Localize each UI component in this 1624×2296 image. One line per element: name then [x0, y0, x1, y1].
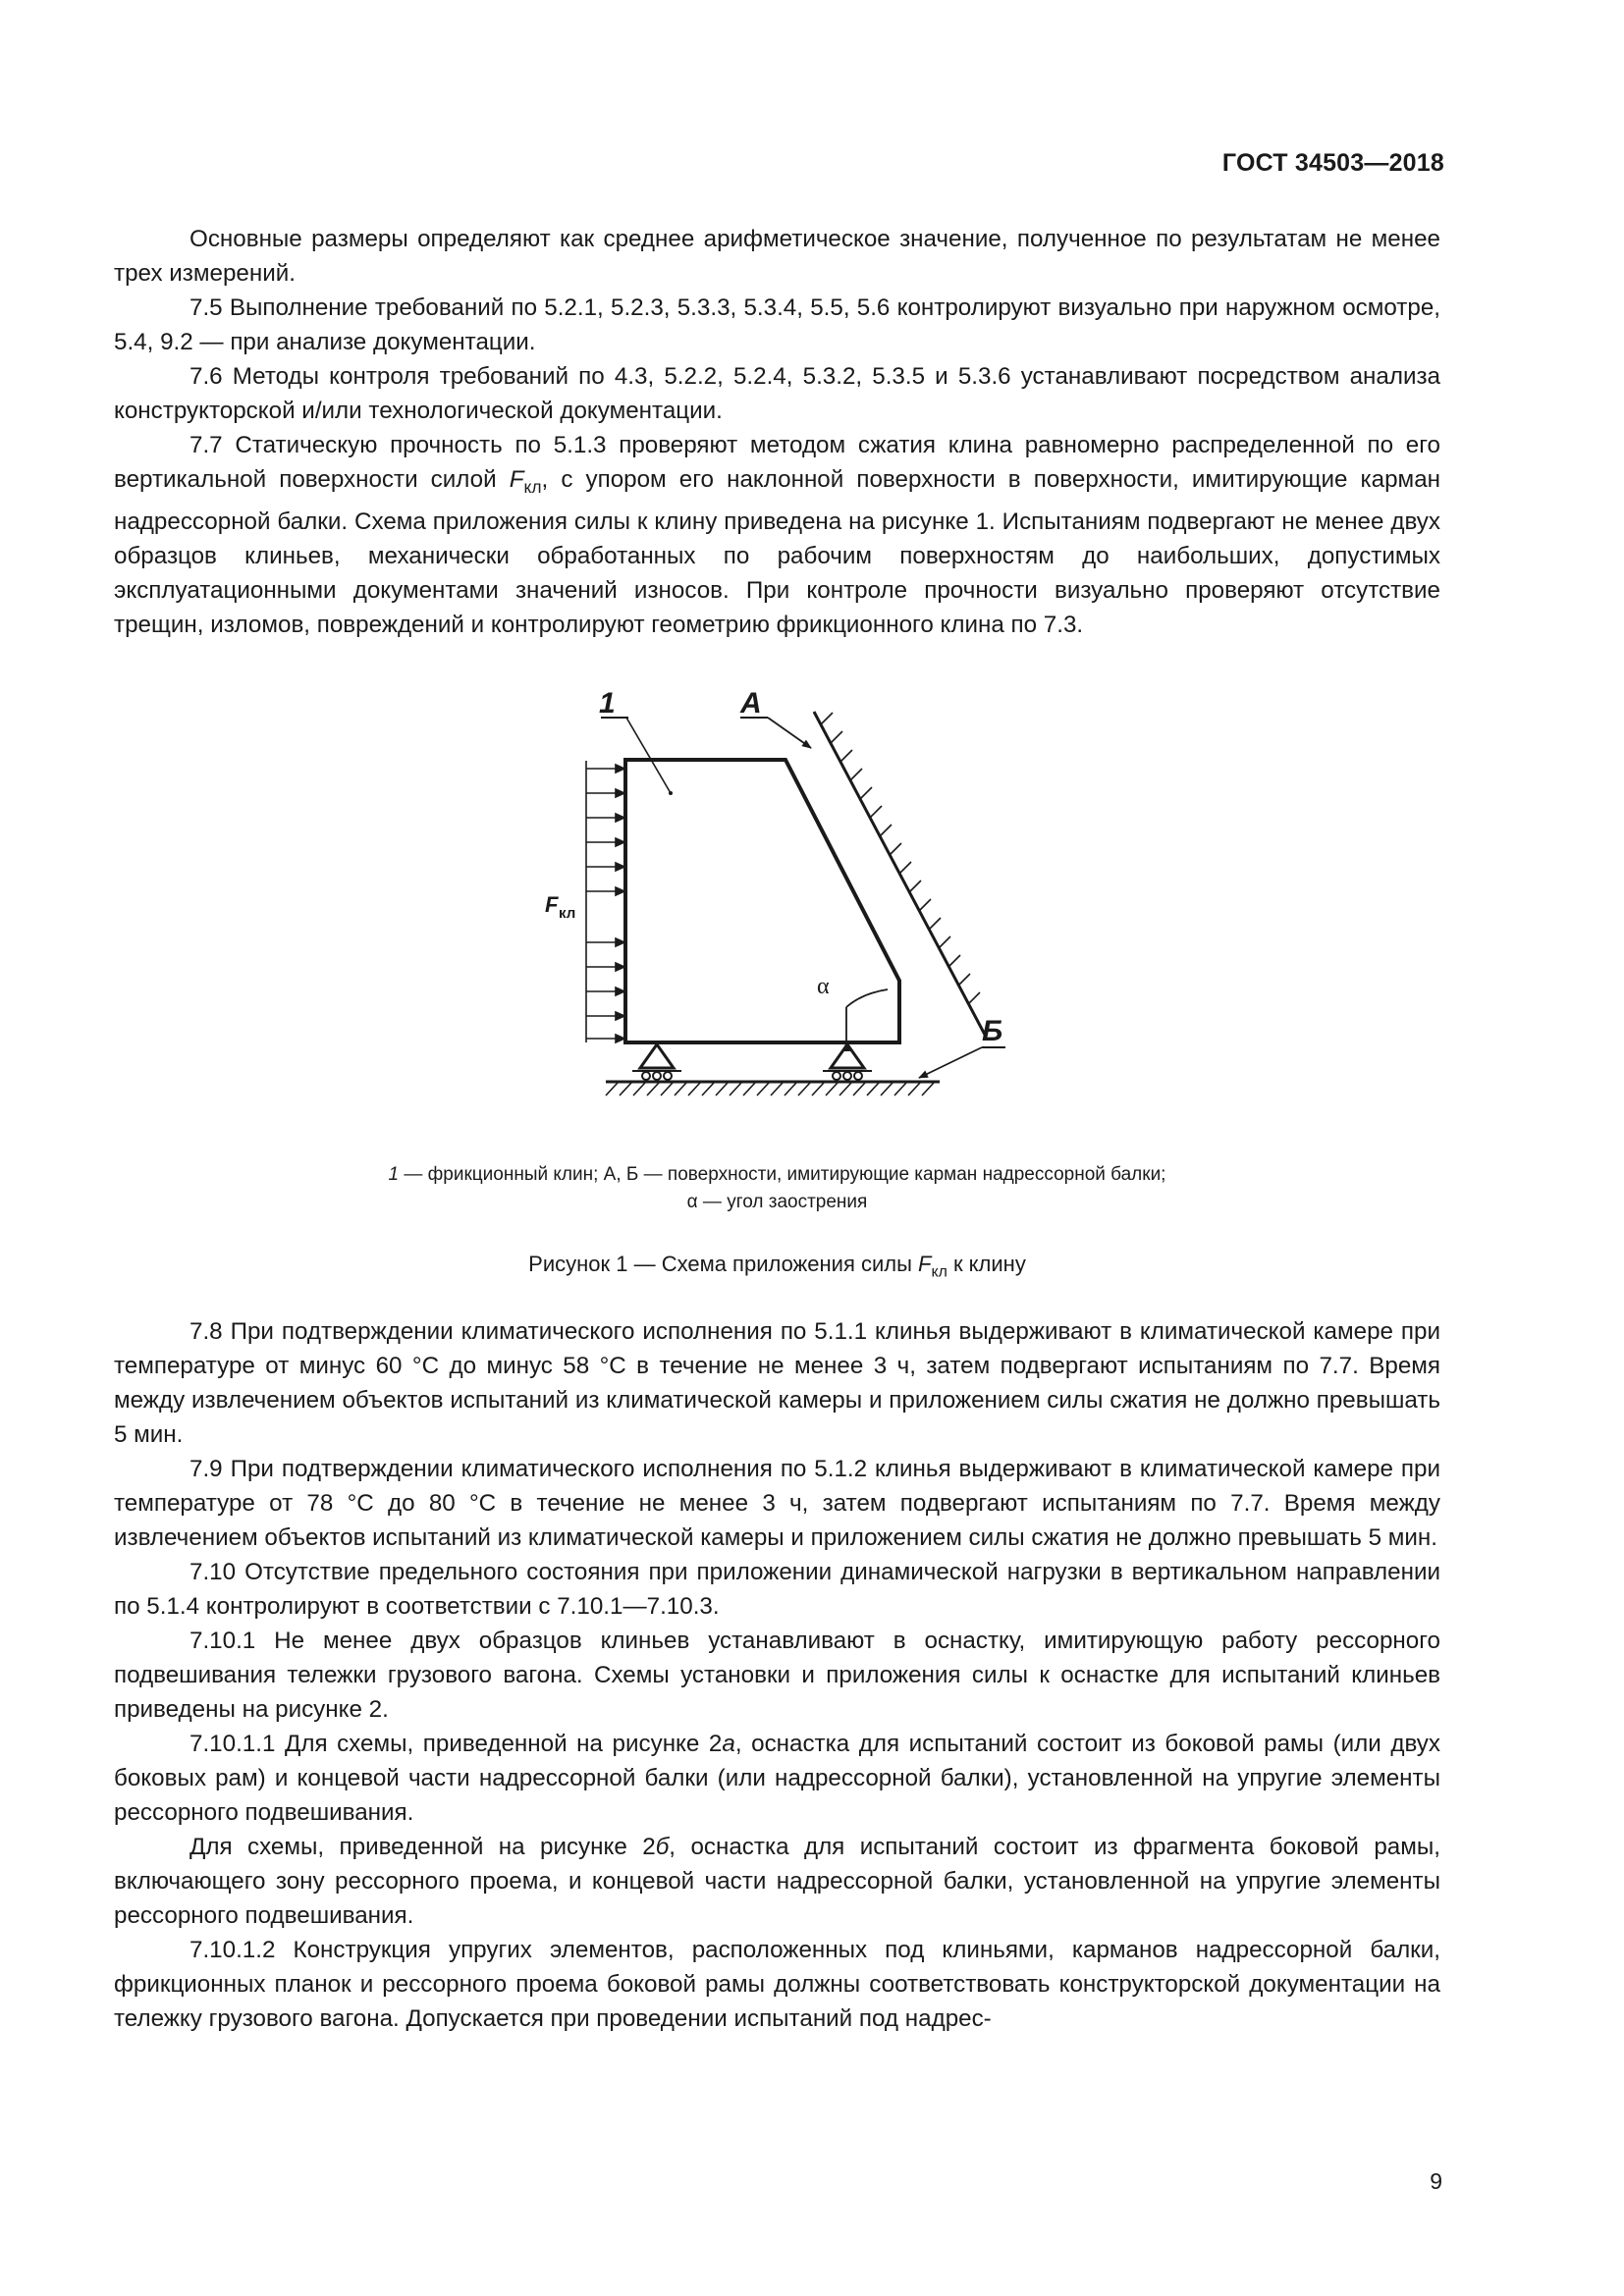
paragraph-scheme-2b: Для схемы, приведенной на рисунке 2б, оснастка для испытаний состоит из фрагмента боковой рамы, включающего зону рессорного проема, и концевой части надрессорной балки, установленной на упругие элементы рессорного подвешивания.: [114, 1834, 1440, 1929]
paragraph-7-10-1-1: 7.10.1.1 Для схемы, приведенной на рисунке 2а, оснастка для испытаний состоит из боковой рамы (или двух боковых рам) и концевой части надрессорной балки (или надрессорной балки), установленной на упругие элементы рессорного подвешивания.: [114, 1731, 1440, 1826]
document-header: ГОСТ 34503—2018: [1221, 149, 1444, 177]
text-block-top: [114, 222, 1440, 642]
surface-label-b: Б: [982, 1015, 1003, 1047]
paragraph-7-10: 7.10 Отсутствие предельного состояния при приложении динамической нагрузки в вертикальном направлении по 5.1.4 контролируют в соответствии с 7.10.1—7.10.3.: [114, 1559, 1440, 1620]
force-arrows: [586, 765, 624, 1042]
part-label-1: 1: [599, 687, 616, 720]
right-support: [823, 1044, 872, 1080]
angle-alpha-label: α: [817, 974, 830, 999]
force-label-subscript: кл: [559, 905, 576, 922]
surface-label-a: А: [740, 687, 762, 720]
leader-arrow-a: [768, 718, 811, 748]
legend-line-2: α — угол заострения: [686, 1192, 868, 1212]
left-support: [632, 1044, 681, 1080]
paragraph-7-8: 7.8 При подтверждении климатического исполнения по 5.1.1 клинья выдерживают в климатической камере при температуре от минус 60 °С до минус 58 °С в течение не менее 3 ч, затем подвергают испытаниям по 7.7. Время между извлечением объектов испытаний из климатической камеры и приложением силы сжатия не должно превышать 5 мин.: [114, 1318, 1440, 1448]
paragraph-main-dimensions: Основные размеры определяют как среднее арифметическое значение, полученное по результатам не менее трех измерений.: [114, 226, 1440, 287]
page-number: 9: [1430, 2168, 1442, 2194]
force-symbol: F: [509, 466, 524, 493]
wedge-body: [625, 760, 899, 1042]
leader-line-1: [626, 718, 671, 793]
angle-arc: [846, 989, 888, 1007]
paragraph-7-5: 7.5 Выполнение требований по 5.2.1, 5.2.3, 5.3.3, 5.3.4, 5.5, 5.6 контролируют визуально при наружном осмотре, 5.4, 9.2 — при анализе документации.: [114, 294, 1440, 355]
paragraph-7-10-1: 7.10.1 Не менее двух образцов клиньев устанавливают в оснастку, имитирующую работу рессорного подвешивания тележки грузового вагона. Схемы установки и приложения силы к оснастке для испытаний клиньев приведены на рисунке 2.: [114, 1628, 1440, 1723]
figure-caption: Рисунок 1 — Схема приложения силы $F_{кл}$ к клину: [528, 1252, 1026, 1281]
figure-wedge-scheme: [530, 679, 1041, 1111]
paragraph-7-7: 7.7 Статическую прочность по 5.1.3 проверяют методом сжатия клина равномерно распределенной по его вертикальной поверхности силой $F_{кл}$, с упором его наклонной поверхности в поверхности, имитирующие карман надрессорной балки. Схема приложения силы к клину приведена на рисунке 1. Испытаниям подвергают не менее двух образцов клиньев, механически обработанных по рабочим поверхностям до наибольших, допустимых эксплуатационными документами значений износов. При контроле прочности визуально проверяют отсутствие трещин, изломов, повреждений и контролируют геометрию фрикционного клина по 7.3.: [114, 432, 1440, 638]
figure-legend: [114, 1161, 1440, 1216]
surface-b-hatching: [606, 1083, 934, 1095]
paragraph-7-10-1-2: 7.10.1.2 Конструкция упругих элементов, расположенных под клиньями, карманов надрессорной балки, фрикционных планок и рессорного проема боковой рамы должны соответствовать конструкторской документации на тележку грузового вагона. Допускается при проведении испытаний под надрес-: [114, 1937, 1440, 2032]
paragraph-7-6: 7.6 Методы контроля требований по 4.3, 5.2.2, 5.2.4, 5.3.2, 5.3.5 и 5.3.6 устанавливают посредством анализа конструкторской и/или технологической документации.: [114, 363, 1440, 424]
surface-a-hatching: [821, 713, 980, 1004]
text-block-bottom: [114, 1314, 1440, 2036]
force-label: F: [545, 892, 559, 917]
paragraph-7-9: 7.9 При подтверждении климатического исполнения по 5.1.2 клинья выдерживают в климатической камере при температуре от 78 °С до 80 °С в течение не менее 3 ч, затем подвергают испытаниям по 7.7. Время между извлечением объектов испытаний из климатической камеры и приложением силы сжатия не должно превышать 5 мин.: [114, 1456, 1440, 1551]
leader-arrow-b: [919, 1047, 982, 1078]
legend-line-1: 1 — фрикционный клин; А, Б — поверхности, имитирующие карман надрессорной балки;: [388, 1164, 1166, 1185]
